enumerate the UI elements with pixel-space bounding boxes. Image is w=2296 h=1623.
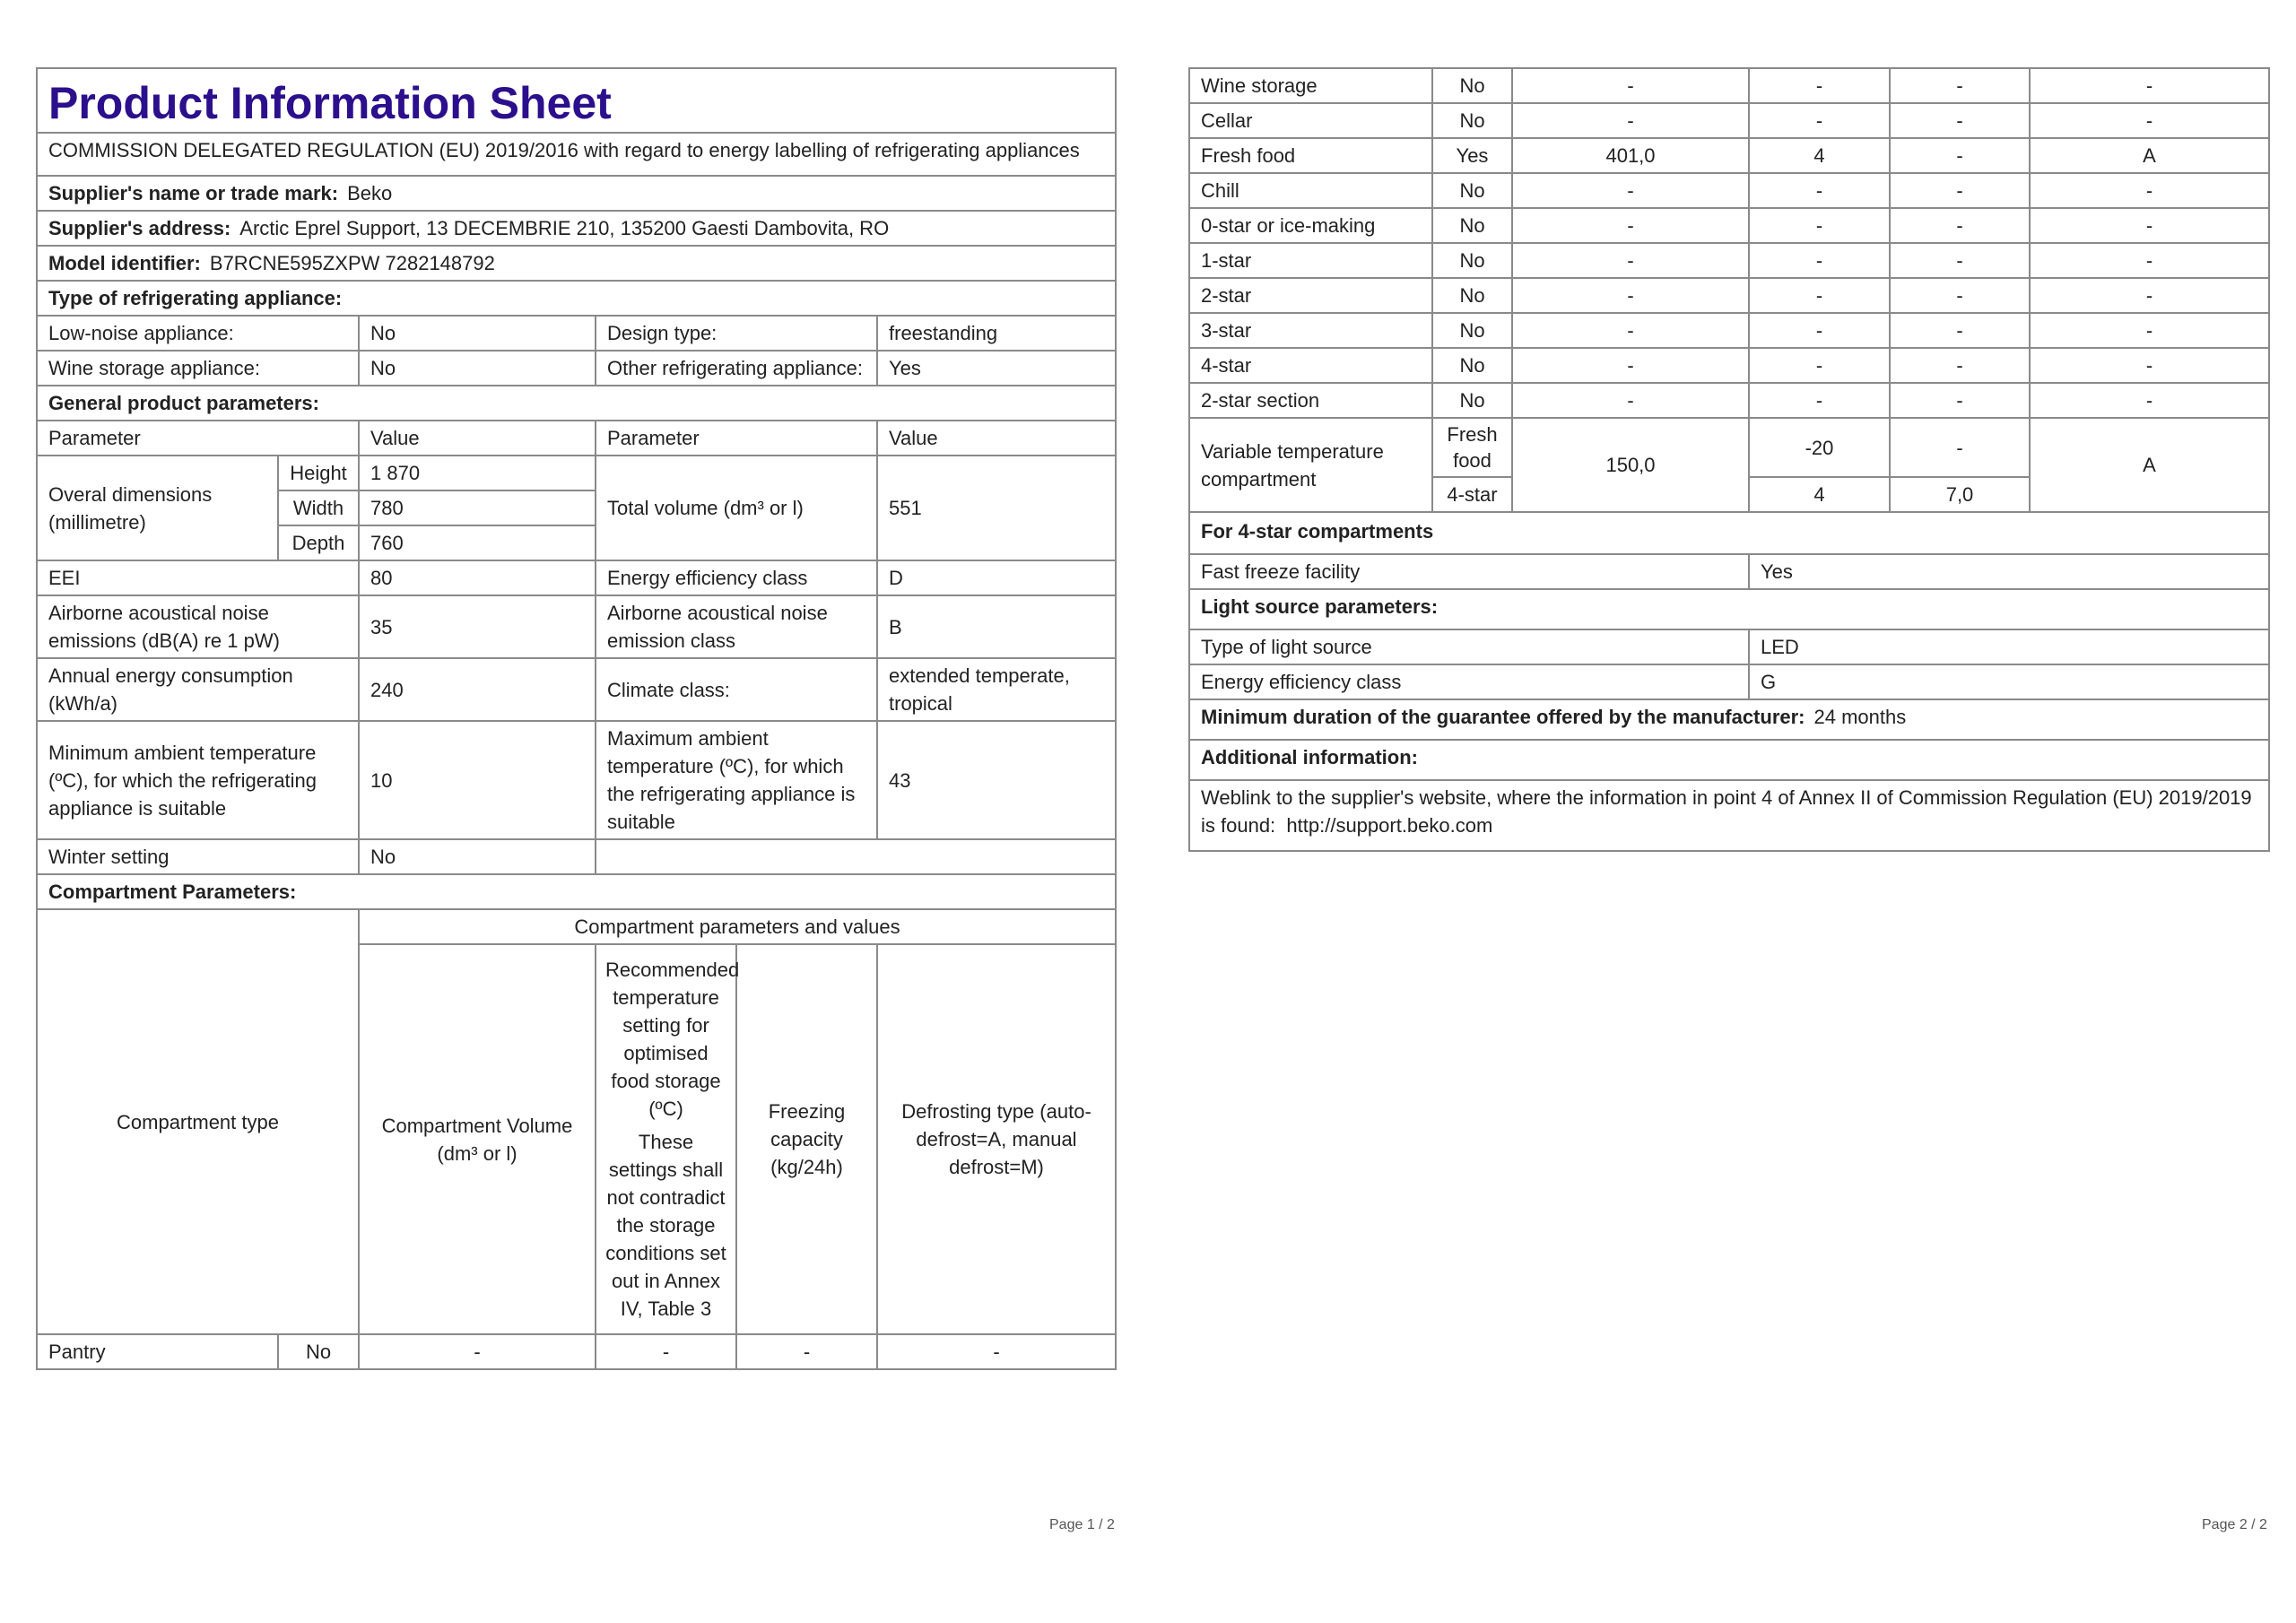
compartment-freezing: - — [1890, 383, 2030, 418]
light-source-heading: Light source parameters: — [1189, 589, 2269, 629]
compartment-row — [1189, 208, 2269, 243]
fast-freeze-value: Yes — [1749, 554, 2269, 589]
compartment-temp: - — [1749, 68, 1890, 103]
info-sheet-table-page-2 — [1188, 67, 2270, 852]
compartment-name: 2-star section — [1189, 383, 1432, 418]
max-ambient-value: 43 — [877, 721, 1116, 839]
compartment-row — [1189, 103, 2269, 138]
compartment-volume: - — [1512, 68, 1749, 103]
compartment-name: 1-star — [1189, 243, 1432, 278]
page-1 — [36, 67, 1115, 1370]
compartment-volume: - — [1512, 313, 1749, 348]
compartment-name: 4-star — [1189, 348, 1432, 383]
compartment-defrost: - — [2030, 103, 2269, 138]
dimensions-label: Overal dimensions (millimetre) — [37, 456, 278, 560]
variable-defrost: A — [2030, 418, 2269, 512]
compartment-temp: - — [1749, 208, 1890, 243]
model-identifier-value: B7RCNE595ZXPW 7282148792 — [209, 252, 495, 274]
compartment-row — [1189, 278, 2269, 313]
compartment-freezing: - — [1890, 278, 2030, 313]
compartment-name: 2-star — [1189, 278, 1432, 313]
fast-freeze-label: Fast freeze facility — [1189, 554, 1749, 589]
compartment-row — [1189, 68, 2269, 103]
depth-value: 760 — [359, 525, 596, 560]
compartment-params-values-header: Compartment parameters and values — [359, 909, 1116, 944]
compartment-temp: - — [1749, 278, 1890, 313]
compartment-name: 3-star — [1189, 313, 1432, 348]
total-volume-value: 551 — [877, 456, 1116, 560]
page-number-2: Page 2 / 2 — [2202, 1517, 2267, 1532]
weblink-text: Weblink to the supplier's website, where the information in point 4 of Annex II of Commission Regulation (EU) 2019/2019 is found: — [1201, 786, 2252, 837]
compartment-freezing: - — [1890, 313, 2030, 348]
other-refrigerating-label: Other refrigerating appliance: — [596, 351, 877, 386]
variable-freezing-fresh: - — [1890, 418, 2030, 477]
variable-mode-fresh-food: Fresh food — [1432, 418, 1512, 477]
compartment-temp: - — [1749, 348, 1890, 383]
recommended-temperature-header — [596, 944, 740, 1334]
eei-value: 80 — [359, 560, 596, 595]
other-refrigerating-value: Yes — [877, 351, 1116, 386]
compartment-present: No — [1432, 103, 1512, 138]
compartment-freezing: - — [1890, 348, 2030, 383]
compartment-freezing: - — [1890, 138, 2030, 173]
depth-label: Depth — [278, 525, 359, 560]
total-volume-label: Total volume (dm³ or l) — [596, 456, 877, 560]
empty-cell — [596, 839, 1116, 874]
compartment-temp: - — [1749, 313, 1890, 348]
compartment-name: 0-star or ice-making — [1189, 208, 1432, 243]
variable-volume: 150,0 — [1512, 418, 1749, 512]
pantry-defrost: - — [877, 1334, 1116, 1369]
weblink-row — [1189, 780, 2269, 851]
recommended-temperature-note: These settings shall not contradict the storage conditions set out in Annex IV, Table 3 — [605, 1131, 726, 1320]
supplier-address-label: Supplier's address: — [48, 217, 231, 239]
compartment-freezing: - — [1890, 243, 2030, 278]
wine-storage-label: Wine storage appliance: — [37, 351, 359, 386]
compartment-parameters-heading: Compartment Parameters: — [37, 874, 1116, 909]
pantry-temperature: - — [596, 1334, 736, 1369]
compartment-temp: - — [1749, 383, 1890, 418]
variable-temp-4-star: 4 — [1749, 477, 1890, 512]
annual-energy-label: Annual energy consumption (kWh/a) — [37, 658, 359, 721]
compartment-row — [1189, 348, 2269, 383]
guarantee-value: 24 months — [1813, 706, 1907, 728]
noise-emission-value: 35 — [359, 595, 596, 658]
model-identifier-label: Model identifier: — [48, 252, 201, 274]
variable-freezing-4-star: 7,0 — [1890, 477, 2030, 512]
compartment-volume: - — [1512, 208, 1749, 243]
noise-class-label: Airborne acoustical noise emission class — [596, 595, 877, 658]
width-label: Width — [278, 490, 359, 525]
compartment-defrost: - — [2030, 208, 2269, 243]
compartment-row — [1189, 243, 2269, 278]
min-ambient-value: 10 — [359, 721, 596, 839]
pantry-label: Pantry — [37, 1334, 278, 1369]
design-type-value: freestanding — [877, 316, 1116, 351]
compartment-present: No — [1432, 208, 1512, 243]
guarantee-row — [1189, 699, 2269, 740]
compartment-row — [1189, 383, 2269, 418]
compartment-defrost: A — [2030, 138, 2269, 173]
supplier-name-row — [37, 176, 1116, 211]
eei-label: EEI — [37, 560, 359, 595]
defrosting-type-header: Defrosting type (auto-defrost=A, manual defrost=M) — [877, 944, 1116, 1334]
variable-temp-fresh: -20 — [1749, 418, 1890, 477]
appliance-type-heading: Type of refrigerating appliance: — [37, 281, 1116, 316]
compartment-freezing: - — [1890, 103, 2030, 138]
pantry-freezing: - — [736, 1334, 877, 1369]
compartment-defrost: - — [2030, 243, 2269, 278]
winter-setting-label: Winter setting — [37, 839, 359, 874]
variable-compartment-label: Variable temperature compartment — [1189, 418, 1432, 512]
compartment-temp: - — [1749, 103, 1890, 138]
energy-class-value: D — [877, 560, 1116, 595]
compartment-volume: - — [1512, 278, 1749, 313]
compartment-temp: 4 — [1749, 138, 1890, 173]
variable-mode-4-star: 4-star — [1432, 477, 1512, 512]
weblink-url[interactable]: http://support.beko.com — [1286, 814, 1493, 837]
climate-class-value: extended temperate, tropical — [877, 658, 1116, 721]
compartment-present: No — [1432, 313, 1512, 348]
compartment-present: No — [1432, 243, 1512, 278]
compartment-freezing: - — [1890, 68, 2030, 103]
noise-emission-label: Airborne acoustical noise emissions (dB(A) re 1 pW) — [37, 595, 359, 658]
info-sheet-table-page-1 — [36, 67, 1117, 1370]
compartment-name: Chill — [1189, 173, 1432, 208]
supplier-name-value: Beko — [347, 182, 393, 204]
compartment-row — [1189, 173, 2269, 208]
compartment-present: No — [1432, 348, 1512, 383]
height-label: Height — [278, 456, 359, 490]
light-class-value: G — [1749, 664, 2269, 699]
energy-class-label: Energy efficiency class — [596, 560, 877, 595]
low-noise-label: Low-noise appliance: — [37, 316, 359, 351]
max-ambient-label: Maximum ambient temperature (ºC), for which the refrigerating appliance is suitable — [596, 721, 877, 839]
compartment-present: Yes — [1432, 138, 1512, 173]
winter-setting-value: No — [359, 839, 596, 874]
climate-class-label: Climate class: — [596, 658, 877, 721]
parameter-header: Parameter — [37, 421, 359, 456]
light-type-label: Type of light source — [1189, 629, 1749, 664]
compartment-type-header: Compartment type — [37, 909, 359, 1334]
wine-storage-value: No — [359, 351, 596, 386]
recommended-temperature-text: Recommended temperature setting for optimised food storage (ºC) — [605, 959, 740, 1120]
compartment-volume: - — [1512, 243, 1749, 278]
compartment-volume: - — [1512, 348, 1749, 383]
value-header-2: Value — [877, 421, 1116, 456]
compartment-defrost: - — [2030, 313, 2269, 348]
compartment-volume: - — [1512, 173, 1749, 208]
page-2 — [1188, 67, 2268, 852]
compartment-row — [1189, 313, 2269, 348]
compartment-defrost: - — [2030, 278, 2269, 313]
design-type-label: Design type: — [596, 316, 877, 351]
additional-info-heading: Additional information: — [1189, 740, 2269, 780]
pantry-volume: - — [359, 1334, 596, 1369]
compartment-name: Wine storage — [1189, 68, 1432, 103]
compartment-defrost: - — [2030, 68, 2269, 103]
width-value: 780 — [359, 490, 596, 525]
value-header: Value — [359, 421, 596, 456]
supplier-name-label: Supplier's name or trade mark: — [48, 182, 339, 204]
compartment-temp: - — [1749, 243, 1890, 278]
compartment-volume: - — [1512, 103, 1749, 138]
compartment-defrost: - — [2030, 383, 2269, 418]
page-number-1: Page 1 / 2 — [1049, 1517, 1115, 1532]
compartment-volume: 401,0 — [1512, 138, 1749, 173]
compartment-name: Cellar — [1189, 103, 1432, 138]
four-star-heading: For 4-star compartments — [1189, 512, 2269, 554]
compartment-freezing: - — [1890, 208, 2030, 243]
pantry-present: No — [278, 1334, 359, 1369]
compartment-defrost: - — [2030, 348, 2269, 383]
regulation-text: COMMISSION DELEGATED REGULATION (EU) 2019/2016 with regard to energy labelling of refrigerating appliances — [37, 133, 1116, 176]
freezing-capacity-header: Freezing capacity (kg/24h) — [736, 944, 877, 1334]
compartment-volume: - — [1512, 383, 1749, 418]
compartment-present: No — [1432, 278, 1512, 313]
min-ambient-label: Minimum ambient temperature (ºC), for which the refrigerating appliance is suitable — [37, 721, 359, 839]
compartment-temp: - — [1749, 173, 1890, 208]
supplier-address-value: Arctic Eprel Support, 13 DECEMBRIE 210, 135200 Gaesti Dambovita, RO — [239, 217, 890, 239]
supplier-address-row — [37, 211, 1116, 246]
annual-energy-value: 240 — [359, 658, 596, 721]
noise-class-value: B — [877, 595, 1116, 658]
low-noise-value: No — [359, 316, 596, 351]
general-parameters-heading: General product parameters: — [37, 386, 1116, 421]
page-title: Product Information Sheet — [37, 68, 1116, 133]
compartment-defrost: - — [2030, 173, 2269, 208]
light-class-label: Energy efficiency class — [1189, 664, 1749, 699]
compartment-row — [1189, 138, 2269, 173]
compartment-rows — [1189, 68, 2269, 418]
compartment-present: No — [1432, 173, 1512, 208]
compartment-present: No — [1432, 68, 1512, 103]
compartment-present: No — [1432, 383, 1512, 418]
compartment-name: Fresh food — [1189, 138, 1432, 173]
height-value: 1 870 — [359, 456, 596, 490]
guarantee-label: Minimum duration of the guarantee offered by the manufacturer: — [1201, 706, 1805, 728]
light-type-value: LED — [1749, 629, 2269, 664]
parameter-header-2: Parameter — [596, 421, 877, 456]
compartment-freezing: - — [1890, 173, 2030, 208]
model-identifier-row — [37, 246, 1116, 281]
compartment-volume-header: Compartment Volume (dm³ or l) — [359, 944, 596, 1334]
